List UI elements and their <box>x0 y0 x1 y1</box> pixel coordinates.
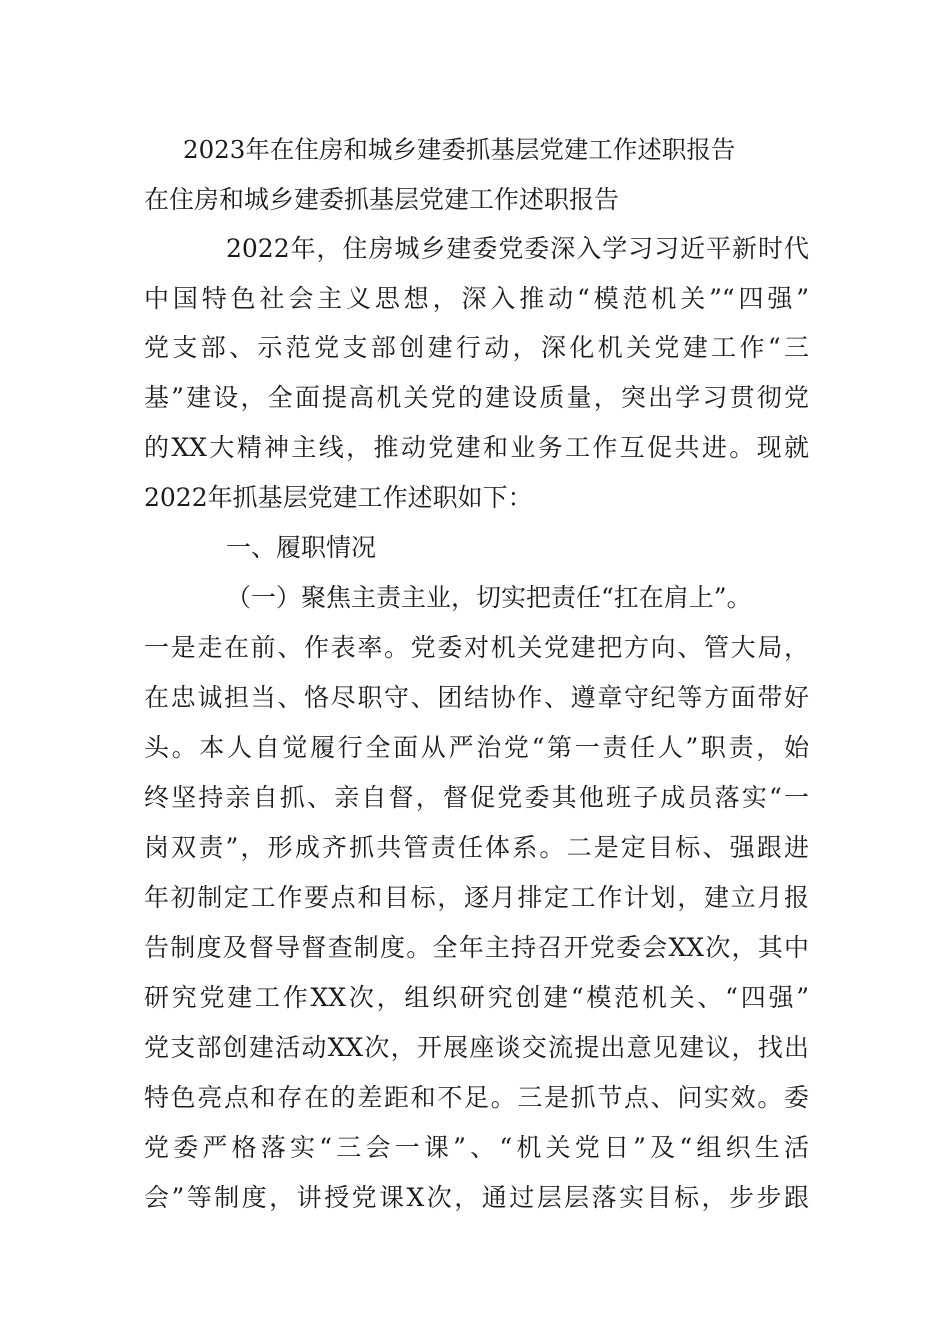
paragraph-line: 的XX大精神主线，推动党建和业务工作互促共进。现就 <box>144 433 809 462</box>
paragraph-line: 基”建设，全面提高机关党的建设质量，突出学习贯彻党 <box>144 383 809 412</box>
paragraph-line: 一是走在前、作表率。党委对机关党建把方向、管大局， <box>144 633 809 662</box>
paragraph-line: 告制度及督导督查制度。全年主持召开党委会XX次，其中 <box>144 933 809 962</box>
paragraph-line: 研究党建工作XX次，组织研究创建“模范机关、“四强” <box>144 983 809 1012</box>
paragraph-line: 2022年抓基层党建工作述职如下： <box>144 483 533 512</box>
paragraph-line: 特色亮点和存在的差距和不足。三是抓节点、问实效。委 <box>144 1083 809 1112</box>
paragraph-line: 党委严格落实“三会一课”、“机关党日”及“组织生活 <box>144 1133 809 1162</box>
section-heading: 一、履职情况 <box>226 533 377 562</box>
paragraph-line: 中国特色社会主义思想，深入推动“模范机关”“四强” <box>144 284 809 313</box>
paragraph-line: 终坚持亲自抓、亲自督，督促党委其他班子成员落实“一 <box>144 783 809 812</box>
paragraph-line: 2022年，住房城乡建委党委深入学习习近平新时代 <box>226 234 809 263</box>
document-title: 2023年在住房和城乡建委抓基层党建工作述职报告 <box>183 135 736 164</box>
paragraph-line: 在忠诚担当、恪尽职守、团结协作、遵章守纪等方面带好 <box>144 683 809 712</box>
paragraph-line: 会”等制度，讲授党课X次，通过层层落实目标，步步跟 <box>144 1183 809 1212</box>
document-subtitle: 在住房和城乡建委抓基层党建工作述职报告 <box>144 185 620 214</box>
paragraph-line: 岗双责”，形成齐抓共管责任体系。二是定目标、强跟进 <box>144 833 809 862</box>
subsection-heading: （一）聚焦主责主业，切实把责任“扛在肩上”。 <box>226 583 752 612</box>
paragraph-line: 党支部、示范党支部创建行动，深化机关党建工作“三 <box>144 333 809 362</box>
paragraph-line: 年初制定工作要点和目标，逐月排定工作计划，建立月报 <box>144 883 809 912</box>
paragraph-line: 头。本人自觉履行全面从严治党“第一责任人”职责，始 <box>144 733 809 762</box>
paragraph-line: 党支部创建活动XX次，开展座谈交流提出意见建议，找出 <box>144 1033 809 1062</box>
